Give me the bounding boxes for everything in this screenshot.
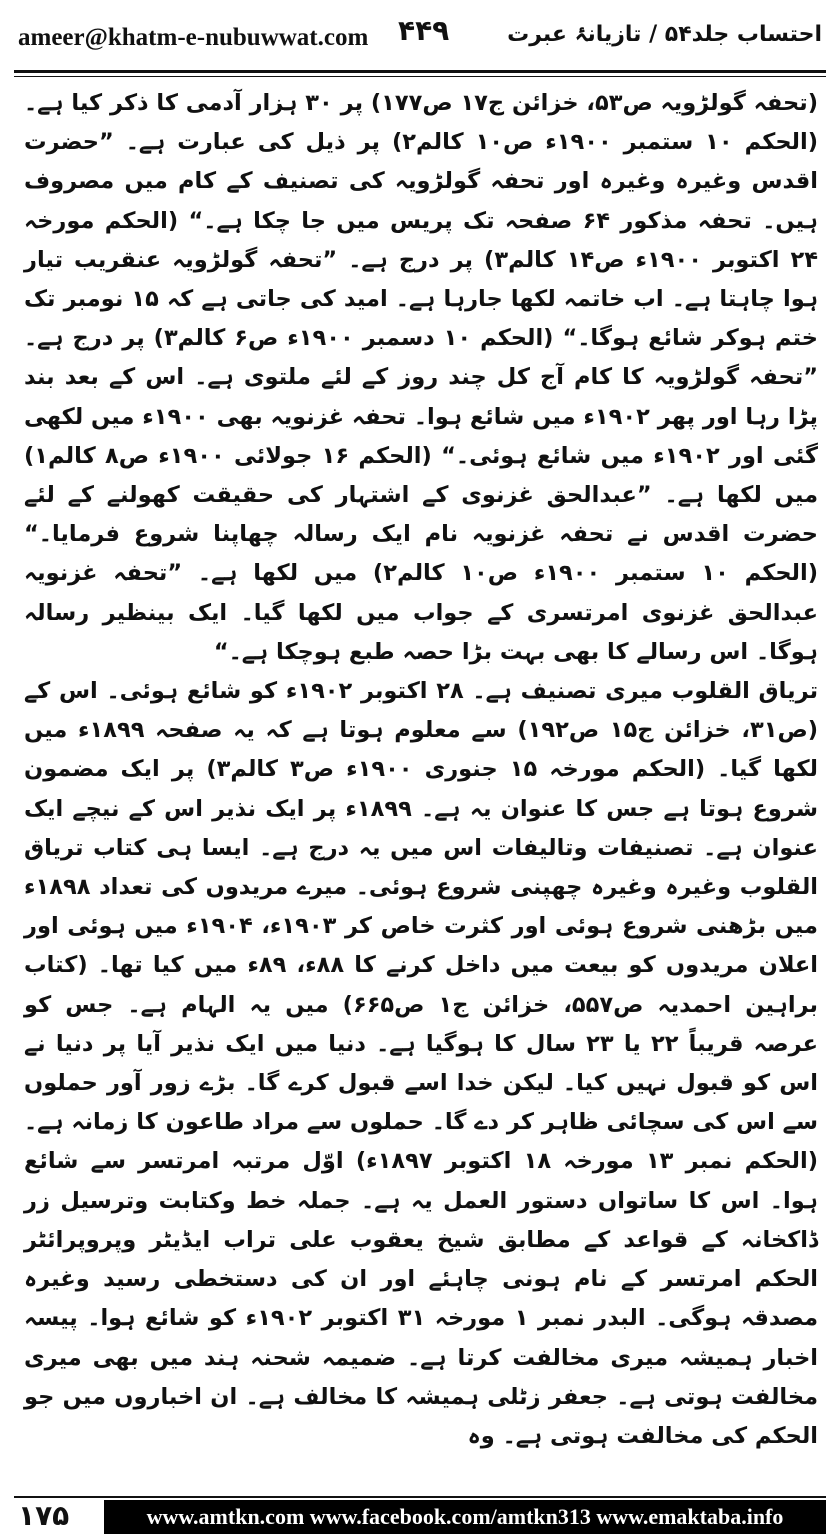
page-footer xyxy=(14,1496,826,1536)
page-number-top: ۴۴۹ xyxy=(398,14,450,47)
page-number-bottom: ۱۷۵ xyxy=(18,1499,70,1532)
footer-links-bar xyxy=(104,1500,826,1534)
footer-links[interactable]: www.amtkn.com www.facebook.com/amtkn313 www.emaktaba.info xyxy=(146,1504,784,1529)
paragraph: تریاق القلوب میری تصنیف ہے۔ ۲۸ اکتوبر ۱۹۰۲ء کو شائع ہوئی۔ اس کے (ص۳۱، خزائن ج۱۵ ص۱۹۲) سے معلوم ہوتا ہے کہ یہ صفحہ ۱۸۹۹ء میں لکھا گیا۔ (الحکم مورخہ ۱۵ جنوری ۱۹۰۰ء ص۳ کالم۳) پر ایک مضمون شروع ہوتا ہے جس کا عنوان یہ ہے۔ ۱۸۹۹ء پر ایک نذیر اس کے نیچے ایک عنوان ہے۔ تصنیفات وتالیفات اس میں یہ درج ہے۔ ایسا ہی کتاب تریاق القلوب وغیرہ وغیرہ چھپنی شروع ہوئی۔ میرے مریدوں کی تعداد ۱۸۹۸ء میں بڑھنی شروع ہوئی اور کثرت خاص کر ۱۹۰۳ء، ۱۹۰۴ء میں ہوئی اور اعلان مریدوں کو بیعت میں داخل کرنے کا ۸۸ء، ۸۹ء میں کیا تھا۔ (کتاب براہین احمدیہ ص۵۵۷، خزائن ج۱ ص۶۶۵) میں یہ الہام ہے۔ جس کو عرصہ قریباً ۲۲ یا ۲۳ سال کا ہوگیا ہے۔ دنیا میں ایک نذیر آیا پر دنیا نے اس کو قبول نہیں کیا۔ لیکن خدا اسے قبول کرے گا۔ بڑے زور آور حملوں سے اس کی سچائی ظاہر کر دے گا۔ حملوں سے مراد طاعون کا زمانہ ہے۔ (الحکم نمبر ۱۳ مورخہ ۱۸ اکتوبر ۱۸۹۷ء) اوّل مرتبہ امرتسر سے شائع ہوا۔ اس کا ساتواں دستور العمل یہ ہے۔ جملہ خط وکتابت وترسیل زر ڈاکخانہ کے قواعد کے مطابق شیخ یعقوب علی تراب ایڈیٹر وپروپرائٹر الحکم امرتسر کے نام ہونی چاہئے اور ان کی دستخطی رسید وغیرہ مصدقہ ہوگی۔ البدر نمبر ۱ مورخہ ۳۱ اکتوبر ۱۹۰۲ء کو شائع ہوا۔ پیسہ اخبار ہمیشہ میری مخالفت کرتا ہے۔ ضمیمہ شحنہ ہند میں بھی میری مخالفت ہوتی ہے۔ جعفر زٹلی ہمیشہ کا مخالف ہے۔ ان اخباروں میں جو الحکم کی مخالفت ہوتی ہے۔ وہ xyxy=(24,678,819,1449)
book-title: احتساب جلد۵۴ / تازیانۂ عبرت xyxy=(507,22,822,47)
main-text xyxy=(24,84,818,1456)
email-address[interactable]: ameer@khatm-e-nubuwwat.com xyxy=(18,24,369,51)
paragraph: (تحفہ گولڑویہ ص۵۳، خزائن ج۱۷ ص۱۷۷) پر ۳۰ ہزار آدمی کا ذکر کیا ہے۔ (الحکم ۱۰ ستمبر ۱۹۰۰ء ص۱۰ کالم۲) پر ذیل کی عبارت ہے۔ ”حضرت اقدس وغیرہ وغیرہ اور تحفہ گولڑویہ کی تصنیف کے کام میں مصروف ہیں۔ تحفہ مذکور ۶۴ صفحہ تک پریس میں جا چکا ہے۔“ (الحکم مورخہ ۲۴ اکتوبر ۱۹۰۰ء ص۱۴ کالم۳) پر درج ہے۔ ”تحفہ گولڑویہ عنقریب تیار ہوا چاہتا ہے۔ اب خاتمہ لکھا جارہا ہے۔ امید کی جاتی ہے کہ ۱۵ نومبر تک ختم ہوکر شائع ہوگا۔“ (الحکم ۱۰ دسمبر ۱۹۰۰ء ص۶ کالم۳) پر درج ہے۔ ”تحفہ گولڑویہ کا کام آج کل چند روز کے لئے ملتوی ہے۔ اس کے بعد بند پڑا رہا اور پھر ۱۹۰۲ء میں شائع ہوا۔ تحفہ غزنویہ بھی ۱۹۰۰ء میں لکھی گئی اور ۱۹۰۲ء میں شائع ہوئی۔“ (الحکم ۱۶ جولائی ۱۹۰۰ء ص۸ کالم۱) میں لکھا ہے۔ ”عبدالحق غزنوی کے اشتہار کی حقیقت کھولنے کے لئے حضرت اقدس نے تحفہ غزنویہ نام ایک رسالہ چھاپنا شروع فرمایا۔“ (الحکم ۱۰ ستمبر ۱۹۰۰ء ص۱۰ کالم۲) میں لکھا ہے۔ ”تحفہ غزنویہ عبدالحق غزنوی امرتسری کے جواب میں لکھا گیا۔ ایک بینظیر رسالہ ہوگا۔ اس رسالے کا بھی بہت بڑا حصہ طبع ہوچکا ہے۔“ xyxy=(24,90,819,665)
header-rule-thin xyxy=(14,76,826,77)
footer-rule xyxy=(14,1496,826,1498)
header-rule xyxy=(14,70,826,73)
page-header xyxy=(14,10,826,68)
